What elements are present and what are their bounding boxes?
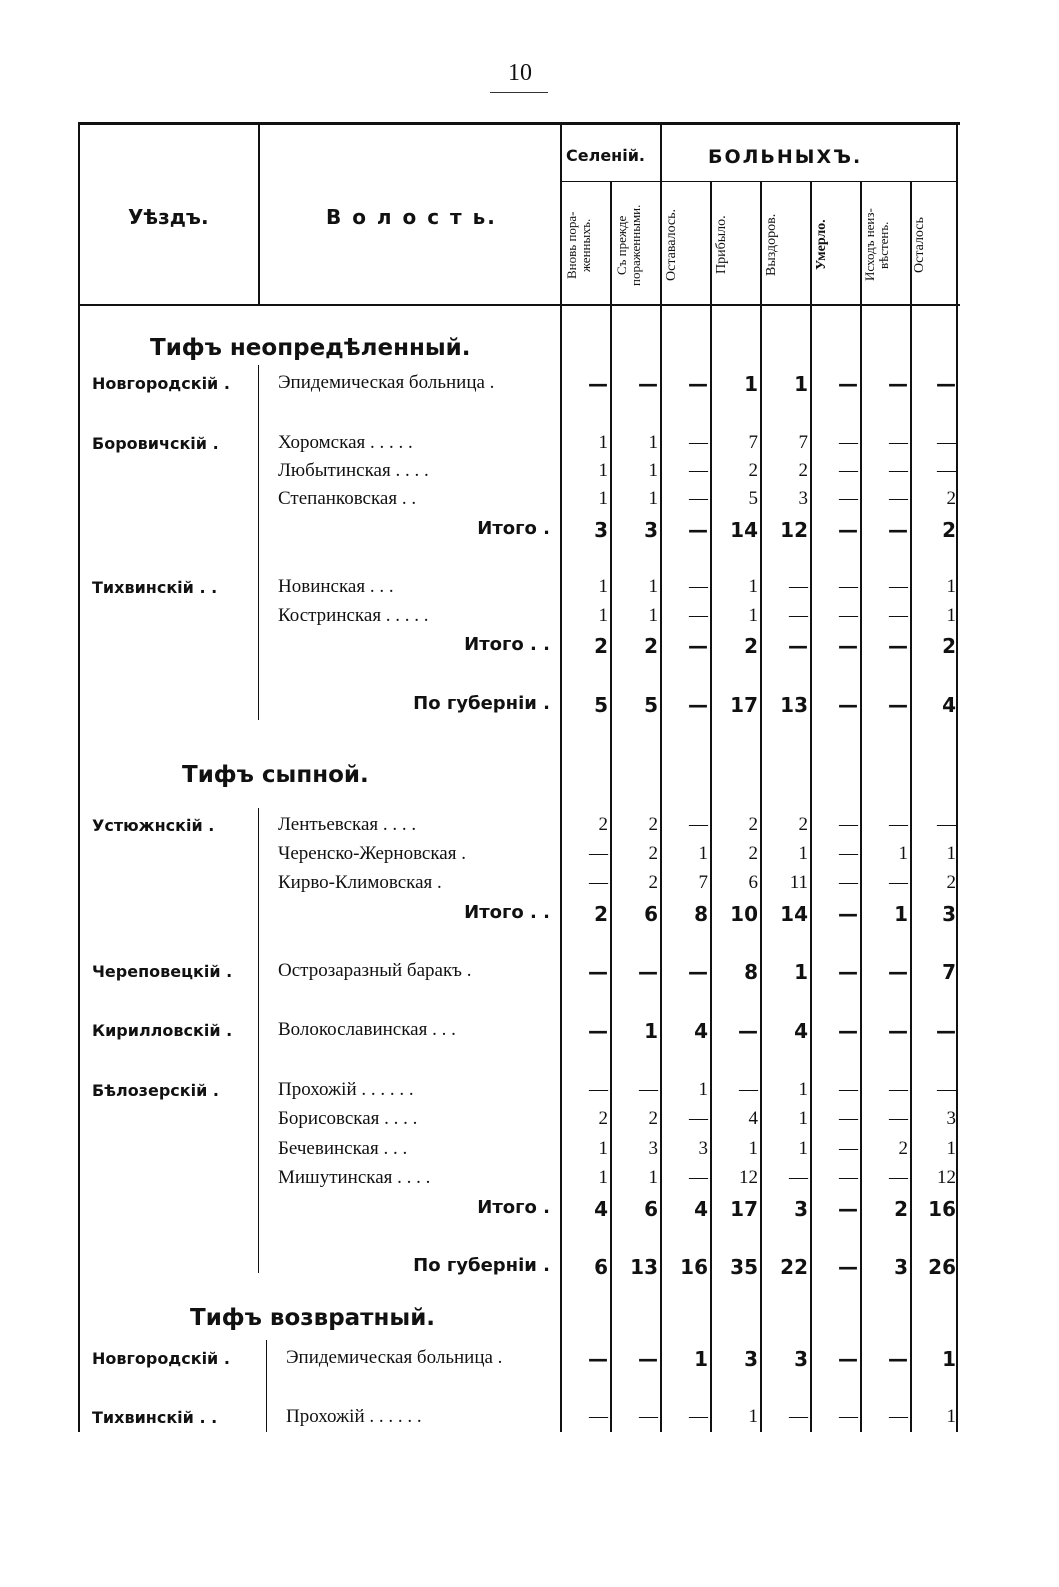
table-cell: 1: [648, 432, 658, 453]
table-cell: 7: [698, 872, 708, 893]
table-cell: 1: [694, 1347, 708, 1371]
table-cell: —: [839, 843, 858, 864]
table-cell: 3: [594, 518, 608, 542]
table-cell: 2: [644, 634, 658, 658]
table-cell: —: [889, 605, 908, 626]
volost-name: Черенско-Жерновская .: [278, 843, 466, 864]
rule-body-sep-1: [258, 365, 259, 720]
section-title: Тифъ возвратный.: [190, 1305, 436, 1331]
table-cell: —: [789, 605, 808, 626]
volost-name: Прохожій . . . . . .: [286, 1406, 422, 1427]
table-cell: —: [588, 1019, 608, 1043]
table-cell: 10: [730, 902, 758, 926]
table-cell: 1: [748, 1406, 758, 1427]
table-cell: —: [838, 1197, 858, 1221]
table-cell: —: [588, 1347, 608, 1371]
itogo-label: По губерніи .: [413, 1255, 550, 1276]
table-cell: 11: [789, 872, 808, 893]
table-cell: —: [889, 814, 908, 835]
table-cell: —: [689, 488, 708, 509]
table-cell: 1: [946, 576, 956, 597]
volost-name: Борисовская . . . .: [278, 1108, 418, 1129]
table-cell: —: [889, 432, 908, 453]
table-cell: 1: [748, 576, 758, 597]
table-cell: —: [888, 960, 908, 984]
col-header-vyzdorov: Выздоров.: [764, 213, 779, 277]
rule-col-2: [660, 122, 662, 1432]
table-cell: 6: [644, 1197, 658, 1221]
table-top-rule: [78, 122, 960, 125]
table-cell: 1: [698, 1079, 708, 1100]
table-cell: 1: [648, 576, 658, 597]
rule-col-3: [710, 182, 712, 1432]
uezd-name: Бѣлозерскій .: [92, 1081, 219, 1100]
table-cell: 3: [894, 1255, 908, 1279]
table-cell: —: [839, 1406, 858, 1427]
table-cell: —: [688, 518, 708, 542]
table-cell: —: [838, 960, 858, 984]
table-cell: 1: [898, 843, 908, 864]
table-cell: 1: [798, 1138, 808, 1159]
table-cell: —: [789, 1406, 808, 1427]
table-cell: 2: [942, 634, 956, 658]
table-cell: 1: [946, 1138, 956, 1159]
rule-col-6: [860, 182, 862, 1432]
table-cell: —: [839, 1079, 858, 1100]
table-cell: 2: [598, 814, 608, 835]
table-cell: 1: [942, 1347, 956, 1371]
table-cell: —: [838, 902, 858, 926]
volost-name: Любытинская . . . .: [278, 460, 429, 481]
table-cell: 2: [946, 872, 956, 893]
volost-name: Степанковская . .: [278, 488, 417, 509]
table-cell: 4: [942, 693, 956, 717]
table-cell: 13: [780, 693, 808, 717]
table-cell: 8: [694, 902, 708, 926]
table-cell: 12: [937, 1167, 956, 1188]
table-cell: 3: [744, 1347, 758, 1371]
table-cell: —: [789, 1167, 808, 1188]
table-cell: 1: [698, 843, 708, 864]
table-cell: —: [739, 1079, 758, 1100]
col-header-vnov: Вновь пора- женныхъ.: [564, 211, 593, 279]
table-cell: 3: [794, 1197, 808, 1221]
table-cell: 2: [598, 1108, 608, 1129]
table-cell: —: [839, 872, 858, 893]
table-cell: —: [838, 518, 858, 542]
table-cell: —: [937, 814, 956, 835]
table-cell: 4: [748, 1108, 758, 1129]
rule-volost-data: [560, 122, 562, 1432]
table-cell: 2: [942, 518, 956, 542]
table-cell: —: [888, 634, 908, 658]
table-cell: 13: [630, 1255, 658, 1279]
table-cell: —: [838, 1255, 858, 1279]
table-cell: 1: [894, 902, 908, 926]
table-cell: 17: [730, 1197, 758, 1221]
table-cell: —: [838, 693, 858, 717]
volost-name: Хоромская . . . . .: [278, 432, 413, 453]
table-cell: 26: [928, 1255, 956, 1279]
table-cell: —: [689, 432, 708, 453]
table-cell: —: [937, 1079, 956, 1100]
table-cell: —: [588, 372, 608, 396]
table-cell: 17: [730, 693, 758, 717]
header-volost: В о л о с т ь.: [326, 205, 497, 229]
table-cell: —: [688, 372, 708, 396]
table-cell: —: [888, 372, 908, 396]
rule-col-1: [610, 182, 612, 1432]
rule-col-4: [760, 182, 762, 1432]
table-cell: 1: [598, 432, 608, 453]
table-cell: 4: [794, 1019, 808, 1043]
table-cell: —: [789, 576, 808, 597]
uezd-name: Новгородскій .: [92, 1349, 230, 1368]
table-cell: —: [638, 960, 658, 984]
table-cell: 2: [594, 634, 608, 658]
col-header-pribylo: Прибыло.: [714, 215, 729, 275]
table-cell: —: [788, 634, 808, 658]
table-cell: 5: [748, 488, 758, 509]
table-cell: 3: [942, 902, 956, 926]
table-cell: 12: [739, 1167, 758, 1188]
col-header-iskhod: Исходъ неиз- вѣстенъ.: [862, 208, 891, 282]
itogo-label: Итого . .: [464, 634, 550, 655]
itogo-label: Итого .: [477, 518, 550, 539]
table-cell: 3: [798, 488, 808, 509]
table-cell: —: [937, 460, 956, 481]
table-cell: 5: [644, 693, 658, 717]
rule-body-sep-3: [266, 1340, 267, 1432]
volost-name: Волокославинская . . .: [278, 1019, 456, 1040]
table-cell: 1: [598, 605, 608, 626]
table-cell: 1: [748, 605, 758, 626]
table-cell: —: [889, 1079, 908, 1100]
volost-name: Эпидемическая больница .: [286, 1347, 503, 1368]
table-cell: 1: [946, 843, 956, 864]
table-cell: —: [888, 693, 908, 717]
table-cell: 1: [598, 1167, 608, 1188]
page-number-rule: [490, 92, 548, 93]
itogo-label: Итого .: [477, 1197, 550, 1218]
table-cell: —: [937, 432, 956, 453]
itogo-label: Итого . .: [464, 902, 550, 923]
table-cell: —: [888, 1347, 908, 1371]
table-cell: 7: [942, 960, 956, 984]
volost-name: Эпидемическая больница .: [278, 372, 495, 393]
table-cell: 16: [928, 1197, 956, 1221]
table-cell: 2: [798, 460, 808, 481]
table-cell: 1: [598, 576, 608, 597]
table-cell: —: [839, 1167, 858, 1188]
table-cell: —: [738, 1019, 758, 1043]
table-cell: —: [838, 372, 858, 396]
uezd-name: Новгородскій .: [92, 374, 230, 393]
table-cell: —: [639, 1079, 658, 1100]
table-cell: —: [589, 843, 608, 864]
table-cell: 1: [644, 1019, 658, 1043]
table-cell: 1: [648, 605, 658, 626]
uezd-name: Череповецкій .: [92, 962, 233, 981]
table-cell: —: [639, 1406, 658, 1427]
table-cell: 2: [648, 1108, 658, 1129]
table-cell: 8: [744, 960, 758, 984]
table-cell: —: [936, 372, 956, 396]
table-cell: 6: [594, 1255, 608, 1279]
volost-name: Кирво-Климовская .: [278, 872, 442, 893]
table-cell: 1: [648, 488, 658, 509]
volost-name: Новинская . . .: [278, 576, 394, 597]
table-cell: 22: [780, 1255, 808, 1279]
table-cell: 4: [594, 1197, 608, 1221]
table-cell: 3: [698, 1138, 708, 1159]
table-cell: 1: [598, 460, 608, 481]
table-cell: 14: [730, 518, 758, 542]
col-header-ostalos: Осталось: [912, 217, 927, 273]
table-cell: —: [589, 1406, 608, 1427]
volost-name: Мишутинская . . . .: [278, 1167, 431, 1188]
table-cell: —: [688, 960, 708, 984]
table-cell: —: [689, 1406, 708, 1427]
table-cell: 4: [694, 1019, 708, 1043]
table-cell: —: [689, 576, 708, 597]
table-cell: —: [839, 488, 858, 509]
table-cell: 2: [798, 814, 808, 835]
rule-uezd-volost: [258, 122, 260, 306]
table-cell: —: [839, 432, 858, 453]
volost-name: Бечевинская . . .: [278, 1138, 408, 1159]
table-cell: 1: [798, 1079, 808, 1100]
rule-col-7: [910, 182, 912, 1432]
table-cell: —: [889, 1167, 908, 1188]
table-cell: 2: [748, 814, 758, 835]
table-cell: —: [889, 872, 908, 893]
table-cell: —: [689, 814, 708, 835]
table-cell: 5: [594, 693, 608, 717]
table-cell: —: [838, 1347, 858, 1371]
volost-name: Лентьевская . . . .: [278, 814, 417, 835]
header-seleniy: Селеній.: [566, 146, 645, 165]
table-cell: 1: [794, 372, 808, 396]
section-title: Тифъ сыпной.: [182, 762, 369, 788]
col-header-ostavalos: Оставалось.: [664, 208, 679, 282]
header-uezd: Уѣздъ.: [128, 205, 209, 229]
table-cell: —: [689, 1108, 708, 1129]
table-cell: 16: [680, 1255, 708, 1279]
table-cell: 1: [648, 1167, 658, 1188]
col-header-umerlo: Умерло.: [814, 219, 829, 271]
table-cell: 2: [594, 902, 608, 926]
table-cell: —: [888, 518, 908, 542]
table-cell: —: [838, 634, 858, 658]
table-cell: 1: [946, 605, 956, 626]
table-cell: —: [888, 1019, 908, 1043]
table-cell: —: [839, 1138, 858, 1159]
volost-name: Острозаразный баракъ .: [278, 960, 472, 981]
table-cell: 1: [748, 1138, 758, 1159]
table-cell: 6: [748, 872, 758, 893]
table-cell: —: [889, 460, 908, 481]
table-cell: —: [689, 605, 708, 626]
table-cell: 3: [946, 1108, 956, 1129]
table-cell: —: [688, 693, 708, 717]
table-cell: —: [839, 605, 858, 626]
uezd-name: Тихвинскій . .: [92, 1408, 218, 1427]
table-cell: —: [689, 460, 708, 481]
table-cell: 12: [780, 518, 808, 542]
table-cell: 2: [748, 843, 758, 864]
table-cell: 3: [648, 1138, 658, 1159]
table-cell: —: [838, 1019, 858, 1043]
table-cell: —: [638, 1347, 658, 1371]
page-number: 10: [508, 60, 532, 86]
table-cell: 2: [648, 814, 658, 835]
table-cell: —: [839, 1108, 858, 1129]
rule-body-sep-2: [258, 808, 259, 1273]
table-cell: 7: [748, 432, 758, 453]
table-cell: 7: [798, 432, 808, 453]
table-cell: —: [638, 372, 658, 396]
table-cell: 1: [798, 1108, 808, 1129]
uezd-name: Тихвинскій . .: [92, 578, 218, 597]
table-cell: 3: [644, 518, 658, 542]
header-bottom-rule: [78, 304, 960, 306]
uezd-name: Боровичскій .: [92, 434, 219, 453]
table-cell: —: [889, 1406, 908, 1427]
table-cell: 2: [648, 843, 658, 864]
table-cell: 2: [748, 460, 758, 481]
table-cell: 2: [898, 1138, 908, 1159]
section-title: Тифъ неопредѣленный.: [150, 335, 471, 361]
table-cell: 1: [794, 960, 808, 984]
table-cell: 4: [694, 1197, 708, 1221]
table-cell: —: [589, 1079, 608, 1100]
table-cell: —: [936, 1019, 956, 1043]
rule-right: [956, 122, 958, 1432]
table-cell: —: [839, 460, 858, 481]
table-cell: —: [889, 1108, 908, 1129]
table-cell: —: [839, 576, 858, 597]
table-cell: 1: [648, 460, 658, 481]
table-cell: —: [889, 488, 908, 509]
table-cell: 1: [744, 372, 758, 396]
table-cell: 14: [780, 902, 808, 926]
uezd-name: Кирилловскій .: [92, 1021, 233, 1040]
header-bolnykh: БОЛЬНЫХЪ.: [708, 146, 863, 168]
uezd-name: Устюжнскій .: [92, 816, 215, 835]
table-cell: —: [839, 814, 858, 835]
table-cell: —: [689, 1167, 708, 1188]
volost-name: Прохожій . . . . . .: [278, 1079, 414, 1100]
table-cell: 6: [644, 902, 658, 926]
table-cell: 35: [730, 1255, 758, 1279]
col-header-s-prezhde: Съ прежде пораженными.: [614, 204, 643, 286]
rule-left: [78, 122, 80, 1432]
table-cell: 2: [894, 1197, 908, 1221]
table-cell: 1: [598, 1138, 608, 1159]
table-cell: —: [688, 634, 708, 658]
table-cell: 3: [794, 1347, 808, 1371]
table-cell: 2: [946, 488, 956, 509]
rule-col-5: [810, 182, 812, 1432]
table-cell: —: [589, 872, 608, 893]
table-cell: 2: [648, 872, 658, 893]
table-cell: 1: [598, 488, 608, 509]
itogo-label: По губерніи .: [413, 693, 550, 714]
table-cell: 1: [798, 843, 808, 864]
volost-name: Костринская . . . . .: [278, 605, 429, 626]
table-cell: 1: [946, 1406, 956, 1427]
table-cell: —: [588, 960, 608, 984]
table-cell: 2: [744, 634, 758, 658]
table-cell: —: [889, 576, 908, 597]
